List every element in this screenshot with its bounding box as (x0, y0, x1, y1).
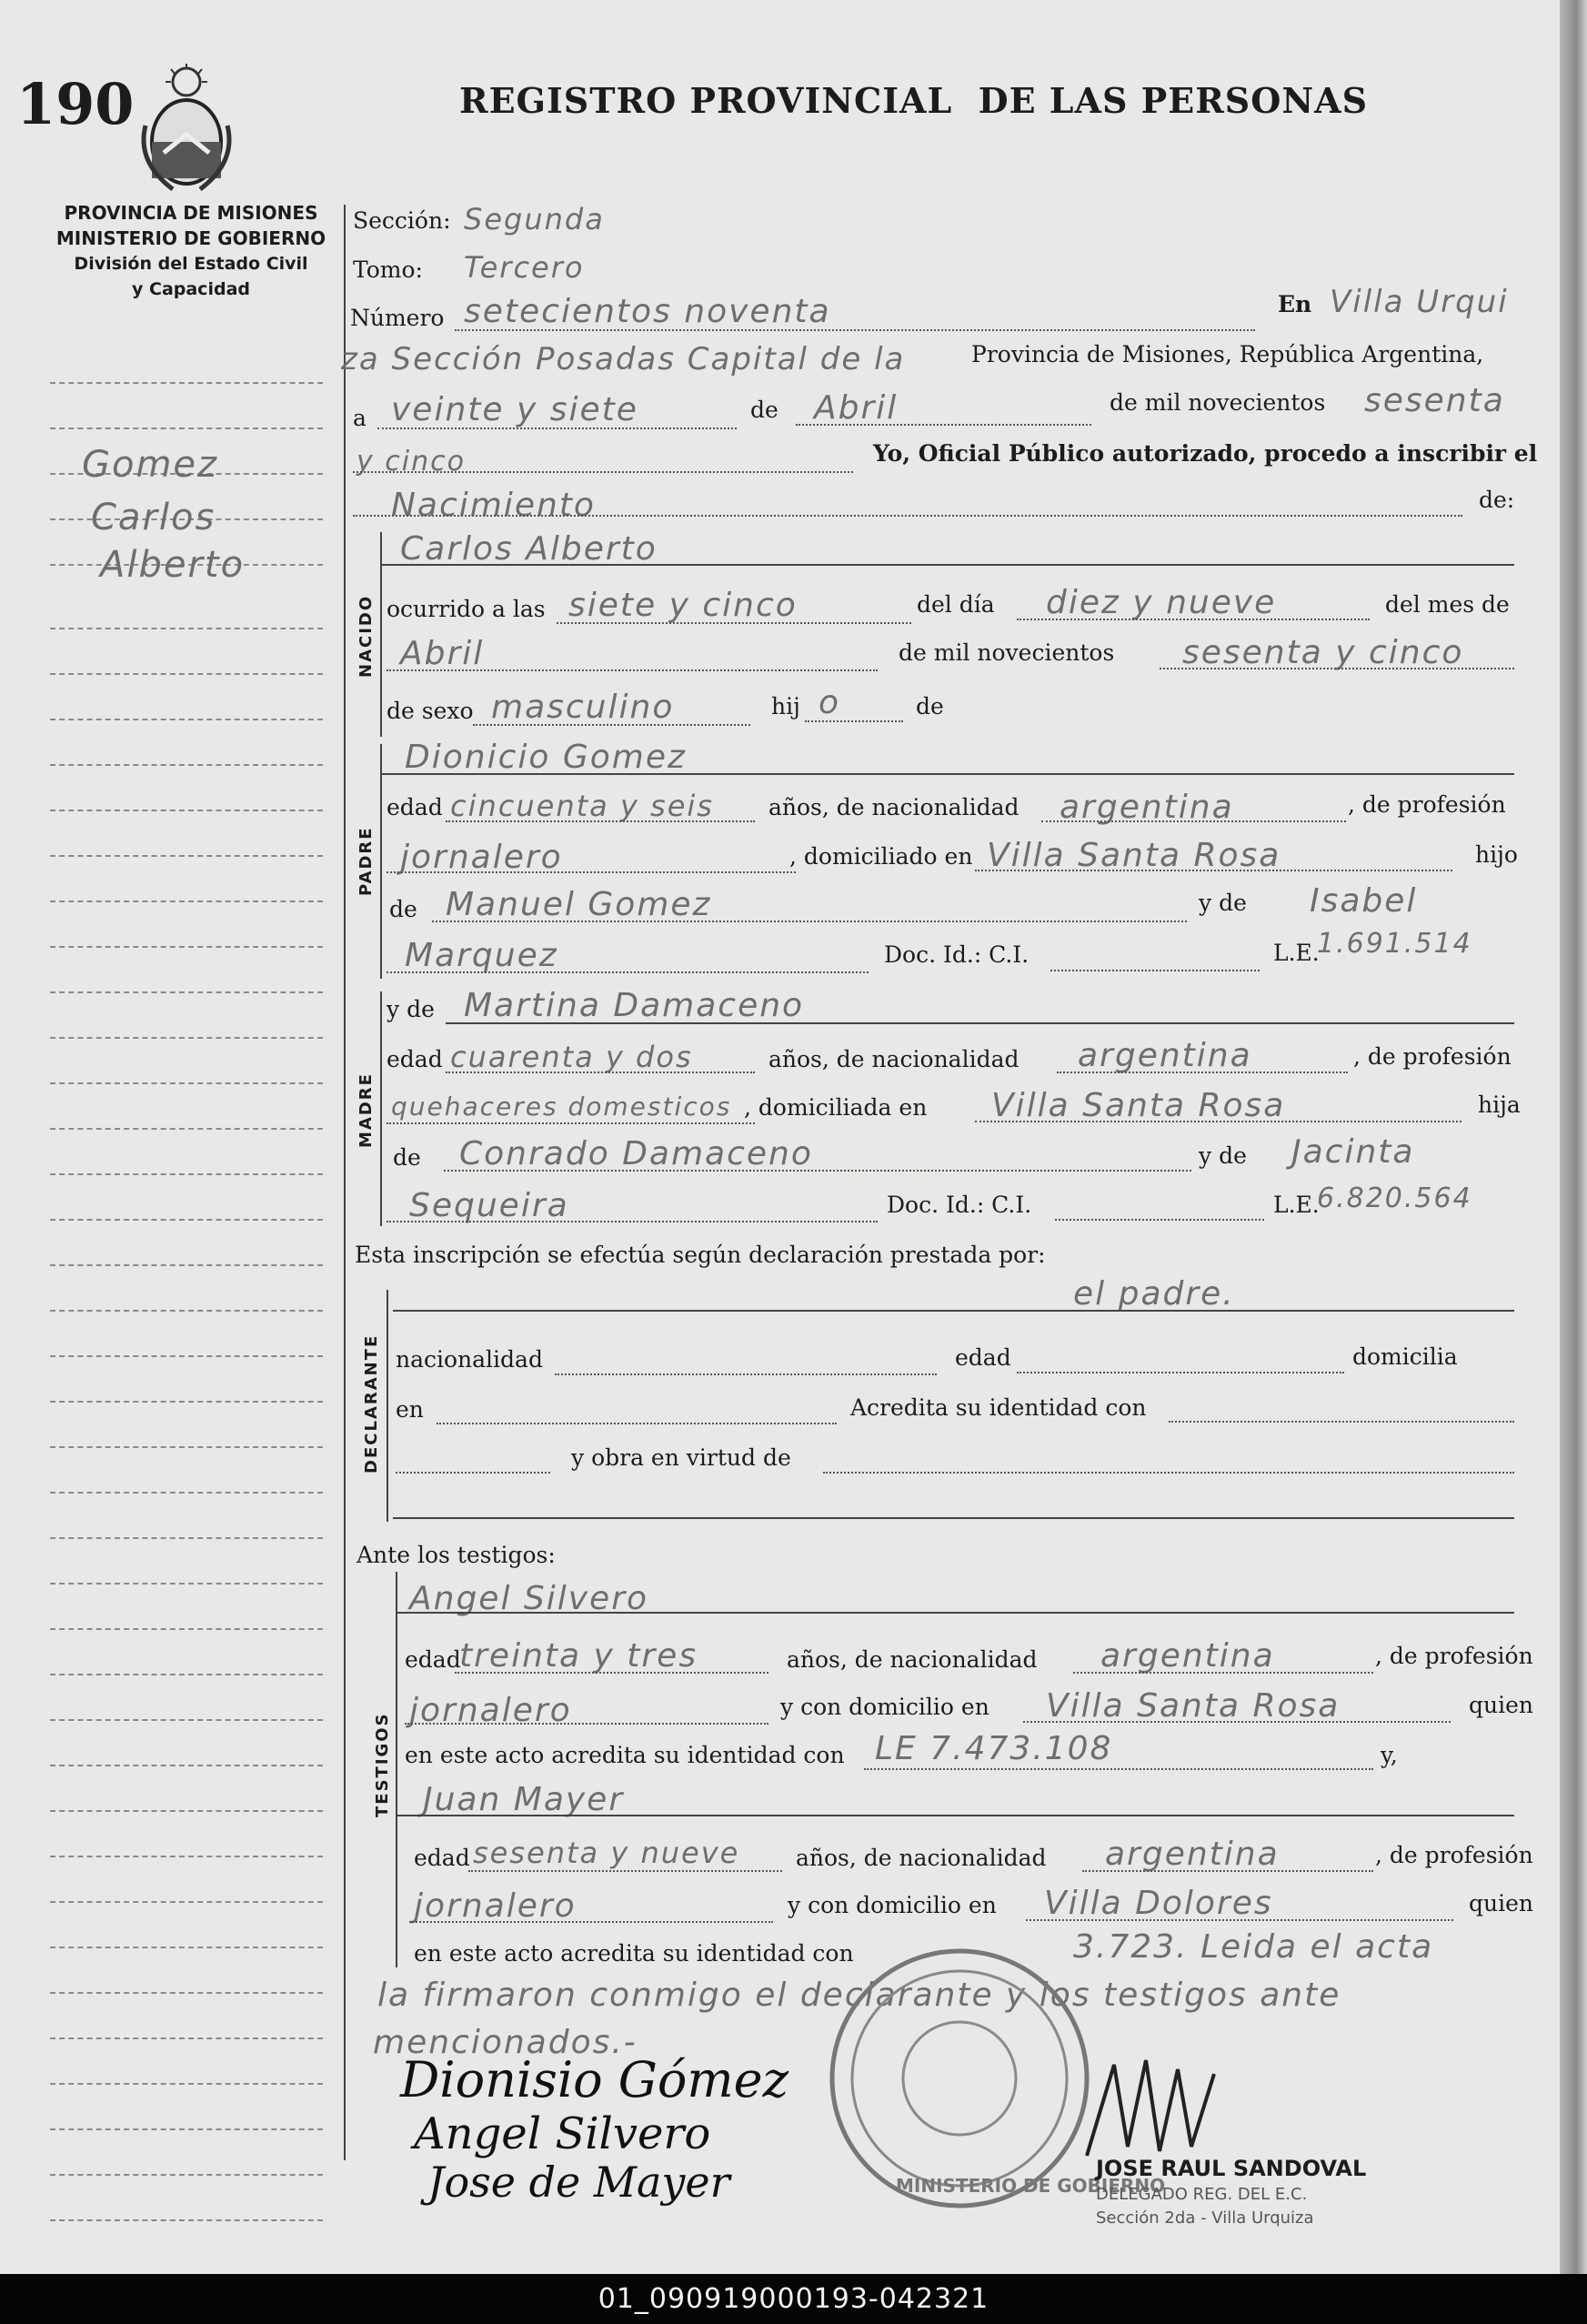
abuela-materna-value: Jacinta (1291, 1133, 1415, 1171)
field-line (393, 1310, 1514, 1312)
testigo2-nombre: Juan Mayer (423, 1781, 625, 1818)
field-line (446, 1022, 1514, 1024)
dia-nac-value: diez y nueve (1046, 584, 1277, 621)
madre-dom-label: , domiciliada en (744, 1094, 928, 1121)
anio-nac-value: sesenta y cinco (1182, 634, 1464, 671)
field-line (975, 870, 1452, 871)
closing-line-2: mencionados.- (373, 2024, 638, 2061)
anio-cont-value: y cinco (357, 446, 466, 478)
testigo2-acredita-label: en este acto acredita su identidad con (414, 1940, 854, 1967)
testigo1-acredita-label: en este acto acredita su identidad con (405, 1742, 845, 1768)
hij-value: o (819, 684, 841, 721)
field-line (1017, 619, 1370, 620)
field-line (432, 921, 1187, 922)
del-dia-label: del día (917, 591, 995, 618)
numero-label: Número (350, 305, 445, 331)
authority-block (50, 200, 332, 302)
madre-doc-label: Doc. Id.: C.I. (887, 1192, 1032, 1218)
madre-dom-value: Villa Santa Rosa (991, 1087, 1286, 1124)
declarante-obra-label: y obra en virtud de (571, 1444, 791, 1471)
testigo2-edad: sesenta y nueve (473, 1836, 740, 1870)
field-line (446, 820, 755, 822)
section-frame (380, 532, 382, 737)
field-line (387, 669, 878, 671)
signature-declarante: Dionisio Gómez (400, 2051, 789, 2108)
testigo1-prof-label: , de profesión (1375, 1643, 1533, 1669)
image-code: 01_090919000193-042321 (598, 2283, 989, 2315)
field-line (396, 1472, 550, 1474)
madre-edad-label: edad (387, 1046, 443, 1072)
field-line (405, 1723, 768, 1725)
testigo1-quien-label: quien (1469, 1692, 1533, 1718)
field-line (377, 428, 737, 429)
abuela-materna-cont: Sequeira (409, 1187, 569, 1224)
seccion-value: Segunda (464, 202, 605, 236)
lugar-cont-value: za Sección Posadas Capital de la (341, 341, 906, 377)
field-line (393, 1517, 1514, 1519)
book-spine (1560, 0, 1587, 2274)
field-line (468, 1870, 782, 1872)
field-line (387, 971, 869, 973)
field-line (1050, 970, 1260, 971)
section-frame (380, 744, 382, 979)
field-line (975, 1121, 1461, 1122)
testigo1-y-label: y, (1381, 1742, 1398, 1768)
field-line (1169, 1421, 1514, 1423)
testigo1-nac-label: años, de nacionalidad (787, 1646, 1038, 1673)
madre-nac-value: argentina (1078, 1037, 1252, 1074)
nacido-nombre: Carlos Alberto (400, 530, 658, 568)
field-line (353, 515, 1462, 517)
officer-title: DELEGADO REG. DEL E.C. (1096, 2185, 1308, 2204)
section-frame (387, 1290, 388, 1522)
de2-label: de: (1479, 487, 1515, 513)
testigo1-edad-label: edad (405, 1646, 461, 1673)
frame-line (344, 205, 346, 2160)
field-line (455, 1672, 768, 1674)
declarante-acredita-label: Acredita su identidad con (850, 1394, 1147, 1421)
testigo1-nac: argentina (1100, 1637, 1275, 1675)
testigo2-nac: argentina (1105, 1836, 1280, 1873)
official-seal-icon (823, 1942, 1166, 2215)
mes-value: Abril (814, 389, 899, 427)
padre-le-label: L.E. (1273, 940, 1320, 966)
section-frame (396, 1572, 397, 1967)
padre-edad-label: edad (387, 794, 443, 820)
field-line (382, 564, 1514, 566)
field-line (473, 724, 750, 726)
authority-line: PROVINCIA DE MISIONES (64, 202, 318, 224)
field-line (1041, 820, 1346, 822)
field-line (437, 1423, 837, 1424)
madre-de-label: de (393, 1144, 421, 1171)
sexo-value: masculino (491, 689, 675, 726)
testigo2-dom-label: y con domicilio en (788, 1892, 997, 1918)
field-line (397, 1815, 1514, 1816)
acto-value: Nacimiento (391, 487, 596, 524)
madre-nombre: Martina Damaceno (464, 987, 805, 1024)
field-line (555, 1373, 937, 1375)
padre-le-value: 1.691.514 (1317, 928, 1472, 960)
padre-edad-value: cincuenta y seis (450, 789, 714, 823)
abuelo-materno-value: Conrado Damaceno (459, 1135, 813, 1172)
declaracion-value: el padre. (1073, 1275, 1235, 1313)
signature-testigo-2: Jose de Mayer (427, 2158, 730, 2207)
madre-side-label: MADRE (357, 1072, 376, 1148)
field-line (1057, 1071, 1348, 1073)
testigo2-quien-label: quien (1469, 1890, 1533, 1917)
testigos-intro: Ante los testigos: (357, 1542, 556, 1568)
madre-nac-label: años, de nacionalidad (768, 1046, 1019, 1072)
field-line (397, 1612, 1514, 1614)
testigo2-id: 3.723. Leida el acta (1073, 1928, 1434, 1966)
ocurrido-label: ocurrido a las (387, 596, 546, 622)
tomo-label: Tomo: (353, 257, 423, 283)
declarante-nac-label: nacionalidad (396, 1346, 543, 1373)
abuela-paterna-cont: Marquez (405, 937, 558, 974)
madre-edad-value: cuarenta y dos (450, 1040, 693, 1074)
officer-name: JOSE RAUL SANDOVAL (1096, 2156, 1367, 2181)
madre-prof-value: quehaceres domesticos (391, 1092, 732, 1122)
seal-text: MINISTERIO DE GOBIERNO (896, 2175, 1166, 2197)
padre-doc-label: Doc. Id.: C.I. (884, 941, 1030, 968)
anio-value: sesenta (1364, 382, 1505, 419)
section-frame (380, 991, 382, 1226)
madre-yde-label: y de (387, 996, 435, 1022)
testigo1-dom-label: y con domicilio en (780, 1694, 989, 1720)
hij-label: hij (771, 693, 800, 719)
oficial-text: Yo, Oficial Público autorizado, procedo a inscribir el (873, 440, 1538, 467)
margin-note-line: Carlos (91, 497, 216, 538)
tomo-value: Tercero (464, 250, 585, 285)
madre-le-value: 6.820.564 (1317, 1182, 1472, 1214)
authority-line: División del Estado Civil (74, 254, 308, 274)
field-line (796, 424, 1091, 426)
field-line (387, 1221, 878, 1222)
field-line (805, 720, 903, 722)
hora-value: siete y cinco (568, 587, 798, 624)
signature-testigo-1: Angel Silvero (414, 2108, 711, 2159)
field-line (823, 1472, 1514, 1474)
declarante-dom-label: domicilia (1352, 1343, 1458, 1370)
en-value: Villa Urqui (1330, 284, 1509, 320)
field-line (387, 871, 796, 873)
declarante-side-label: DECLARANTE (362, 1333, 381, 1474)
nacido-de-label: de (916, 693, 944, 719)
image-code-bar (0, 2274, 1587, 2324)
madre-le-label: L.E. (1273, 1192, 1320, 1218)
provincia-text: Provincia de Misiones, República Argentina, (971, 341, 1484, 367)
field-line (409, 1921, 773, 1923)
mil-label: de mil novecientos (1110, 389, 1326, 416)
mil-nac-label: de mil novecientos (899, 639, 1115, 666)
abuelo-paterno-value: Manuel Gomez (446, 886, 712, 923)
field-line (455, 329, 1255, 331)
testigo2-nac-label: años, de nacionalidad (796, 1845, 1047, 1871)
mes-nac-value: Abril (400, 635, 485, 672)
padre-prof-label: , de profesión (1348, 791, 1506, 818)
madre-prof-label: , de profesión (1353, 1043, 1512, 1070)
testigo1-dom: Villa Santa Rosa (1046, 1687, 1341, 1725)
authority-line: MINISTERIO DE GOBIERNO (55, 227, 326, 249)
de-label: de (750, 397, 778, 423)
testigo2-dom: Villa Dolores (1044, 1885, 1273, 1922)
margin-note-line: Alberto (100, 544, 246, 586)
abuela-paterna-value: Isabel (1310, 882, 1418, 920)
field-line (1082, 1870, 1373, 1872)
testigos-side-label: TESTIGOS (373, 1712, 392, 1817)
padre-hijo-label: hijo (1475, 841, 1518, 868)
padre-nac-value: argentina (1060, 789, 1234, 826)
margin-note-line: Gomez (82, 444, 219, 486)
padre-nac-label: años, de nacionalidad (768, 794, 1019, 820)
padre-yde-label: y de (1199, 890, 1247, 916)
field-line (382, 773, 1514, 775)
madre-yde2-label: y de (1199, 1142, 1247, 1169)
field-line (1055, 1219, 1264, 1221)
field-line (557, 622, 911, 624)
field-line (864, 1768, 1373, 1770)
testigo2-edad-label: edad (414, 1845, 470, 1871)
padre-dom-value: Villa Santa Rosa (987, 837, 1281, 874)
padre-de-label: de (389, 896, 417, 922)
document-title: REGISTRO PROVINCIAL DE LAS PERSONAS (459, 80, 1369, 121)
en-label: En (1278, 291, 1312, 317)
padre-dom-label: , domiciliado en (789, 843, 973, 870)
field-line (1073, 1672, 1373, 1674)
testigo2-prof: jornalero (414, 1887, 577, 1925)
del-mes-label: del mes de (1385, 591, 1510, 618)
field-line (1026, 1919, 1453, 1921)
closing-line-1: la firmaron conmigo el declarante y los testigos ante (377, 1977, 1341, 2014)
declarante-edad-label: edad (955, 1344, 1011, 1371)
seccion-label: Sección: (353, 207, 451, 234)
officer-place: Sección 2da - Villa Urquiza (1096, 2208, 1314, 2228)
field-line (387, 1122, 755, 1124)
field-line (444, 1170, 1191, 1172)
coat-of-arms-icon (136, 62, 236, 198)
testigo1-id: LE 7.473.108 (875, 1730, 1113, 1767)
sexo-label: de sexo (387, 698, 474, 724)
madre-hija-label: hija (1478, 1092, 1521, 1118)
testigo1-nombre: Angel Silvero (409, 1580, 649, 1617)
declarante-en-label: en (396, 1396, 424, 1423)
testigo2-prof-label: , de profesión (1375, 1842, 1533, 1868)
field-line (446, 1071, 755, 1073)
testigo1-edad: treinta y tres (459, 1637, 698, 1675)
nacido-side-label: NACIDO (357, 594, 376, 678)
testigo1-prof: jornalero (409, 1692, 572, 1729)
padre-prof-value: jornalero (400, 839, 563, 876)
field-line (353, 471, 853, 473)
declaracion-text: Esta inscripción se efectúa según declaración prestada por: (355, 1242, 1046, 1268)
a-label: a (353, 405, 367, 431)
officer-signature-icon (1078, 2047, 1241, 2165)
authority-line: y Capacidad (132, 279, 250, 299)
dia-value: veinte y siete (391, 391, 638, 428)
padre-side-label: PADRE (357, 826, 376, 896)
numero-value: setecientos noventa (464, 293, 831, 330)
field-line (1023, 1721, 1451, 1723)
padre-nombre: Dionicio Gomez (405, 739, 687, 776)
field-line (1160, 668, 1514, 669)
page-number: 190 (16, 71, 135, 137)
field-line (1017, 1372, 1344, 1373)
